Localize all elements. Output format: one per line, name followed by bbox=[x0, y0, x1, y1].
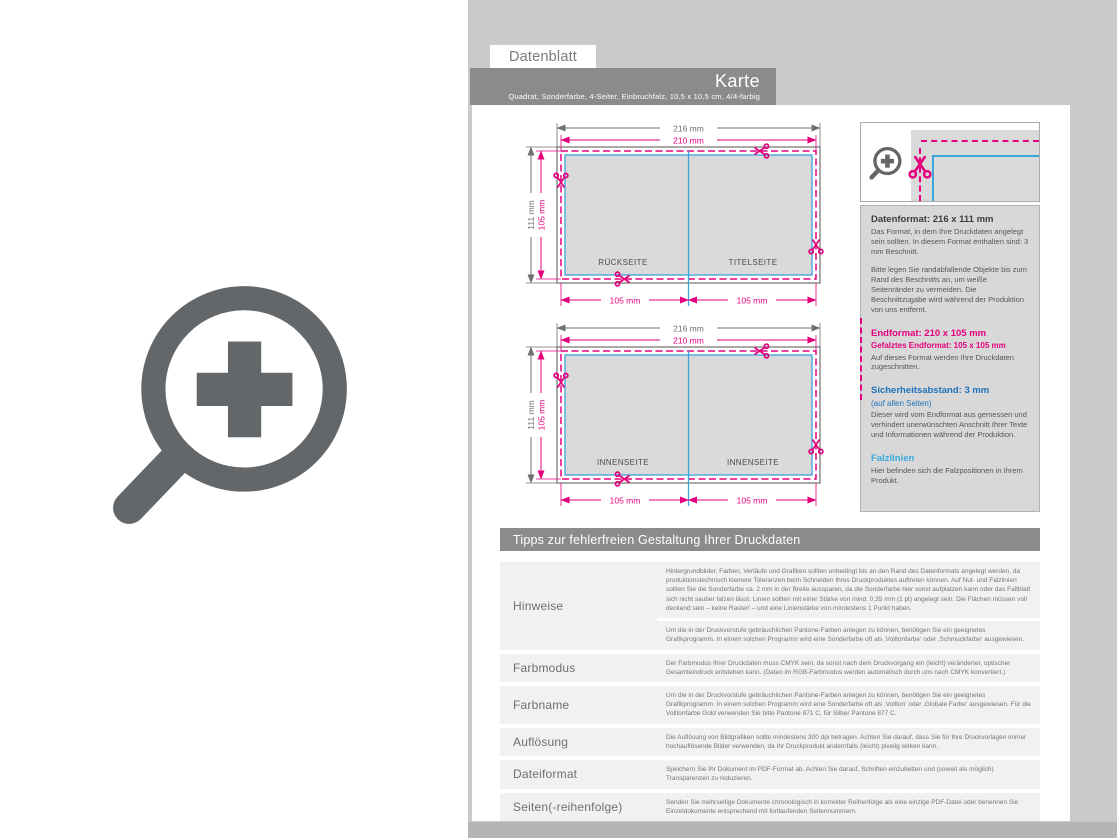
legend-panel bbox=[860, 205, 1040, 512]
dim-panel-left: 105 mm bbox=[609, 295, 641, 306]
legend-text: Hier befinden sich die Falzpositionen in Ihrem Produkt. bbox=[871, 466, 1023, 486]
safety-line bbox=[932, 155, 934, 201]
cut-detail-box bbox=[860, 122, 1040, 202]
legend-heading: Falzlinien bbox=[871, 452, 915, 464]
content-card bbox=[472, 105, 1070, 821]
legend-section-sicherheitsabstand bbox=[871, 385, 1029, 440]
panel-label-left: INNENSEITE bbox=[596, 458, 650, 467]
legend-heading: Endformat: 210 x 105 mm bbox=[871, 327, 987, 339]
legend-section-datenformat bbox=[871, 214, 1029, 315]
dim-datenformat-width: 216 mm bbox=[673, 123, 704, 134]
endformat-cut-line bbox=[921, 140, 1039, 142]
table-row-farbmodus bbox=[500, 654, 1040, 682]
legend-section-endformat bbox=[871, 328, 1029, 373]
row-text: Die Auflösung von Bildgrafiken sollte mindestens 300 dpi betragen. Achten Sie darauf, dass Sie für Ihre Druckvorlagen immer hochauflösende Bilder verwenden, da Ihr Druckprodukt andernfalls (leicht) pixelig wirken kann. bbox=[657, 728, 1040, 756]
dim-datenformat-width: 216 mm bbox=[673, 323, 704, 334]
panel-label-left: RÜCKSEITE bbox=[598, 258, 648, 267]
row-label: Farbmodus bbox=[500, 654, 657, 682]
product-subtitle: Quadrat, Sonderfarbe, 4-Seiter, Einbruchfalz, 10,5 x 10,5 cm, 4/4-farbig bbox=[508, 92, 760, 101]
dim-panel-left: 105 mm bbox=[609, 495, 641, 506]
product-title: Karte bbox=[714, 71, 760, 91]
legend-subheading: (auf allen Seiten) bbox=[871, 398, 932, 408]
legend-text: Auf dieses Format werden Ihre Druckdaten zugeschnitten. bbox=[871, 352, 1014, 372]
legend-section-falzlinien bbox=[871, 453, 1029, 486]
table-row-dateiformat bbox=[500, 760, 1040, 788]
row-text: Der Farbmodus Ihrer Druckdaten muss CMYK sein, da sonst nach dem Druckvorgang ein (leicht) veränderter, optischer Gesamteindruck entstehen kann. (Daten im RGB-Farbmodus werden automatisch durch uns nach CMYK konvertiert.) bbox=[657, 654, 1040, 682]
zoom-in-icon[interactable] bbox=[103, 272, 365, 534]
tips-table bbox=[500, 562, 1040, 825]
panel-label-right: TITELSEITE bbox=[728, 258, 778, 267]
table-row-seitenreihenfolge bbox=[500, 793, 1040, 821]
row-text: Senden Sie mehrseitige Dokumente chronologisch in korrekter Reihenfolge als eine einzige PDF-Datei oder benennen Sie Einzeldokumente entsprechend mit fortlaufenden Seitennummern. bbox=[657, 793, 1040, 821]
tips-header: Tipps zur fehlerfreien Gestaltung Ihrer Druckdaten bbox=[500, 528, 1040, 551]
legend-text: Dieser wird vom Endformat aus gemessen und verhindert unerwünschten Anschnitt Ihrer Texte und Informationen während der Produktion. bbox=[871, 410, 1028, 440]
dim-endformat-width: 210 mm bbox=[673, 135, 704, 146]
scissors-icon bbox=[908, 154, 932, 178]
datenblatt-tab: Datenblatt bbox=[490, 45, 596, 68]
datasheet-page bbox=[468, 0, 1117, 838]
row-label: Dateiformat bbox=[500, 760, 657, 788]
row-label: Auflösung bbox=[500, 728, 657, 756]
row-text: Um die in der Druckvorstufe gebräuchlichen Pantone-Farben anlegen zu können, benötigen Sie ein geeignetes Grafikprogramm. In einem solchen Programm wird eine Sonderfarbe oft als ‚Vollton‘ oder ‚Globale Farbe‘ ausgewiesen. Für die Volltonfarbe Gold verwenden Sie bitte Pantone 871 C, für Silber Pantone 877 C. bbox=[657, 686, 1040, 724]
diagram-inside bbox=[505, 318, 845, 518]
table-row-aufloesung bbox=[500, 728, 1040, 756]
dim-datenformat-height: 111 mm bbox=[526, 200, 536, 230]
dim-endformat-height: 105 mm bbox=[536, 399, 547, 431]
diagram-outside bbox=[505, 118, 845, 318]
dim-endformat-width: 210 mm bbox=[673, 335, 704, 346]
row-text: Um die in der Druckvorstufe gebräuchlichen Pantone-Farben anlegen zu können, benötigen Sie ein geeignetes Grafikprogramm. In einem solchen Programm wird eine Sonderfarbe oft als ‚Volltonfarbe‘ oder ‚Schmuckfarbe‘ ausgewiesen. bbox=[657, 621, 1040, 649]
table-row-farbname bbox=[500, 686, 1040, 724]
safety-line bbox=[932, 155, 1039, 157]
panel-label-right: INNENSEITE bbox=[726, 458, 780, 467]
table-row-hinweise bbox=[500, 562, 1040, 650]
legend-heading: Datenformat: 216 x 111 mm bbox=[871, 214, 994, 225]
dim-endformat-height: 105 mm bbox=[536, 199, 547, 231]
zoom-in-icon bbox=[868, 145, 904, 181]
dim-panel-right: 105 mm bbox=[736, 295, 768, 306]
legend-text: Bitte legen Sie randabfallende Objekte bis zum Rand des Beschnitts an, um weiße Seitenränder zu vermeiden. Die Beschnittzugabe wird während der Produktion von uns entfernt. bbox=[871, 265, 1027, 314]
dim-datenformat-height: 111 mm bbox=[526, 400, 536, 430]
row-text: Speichern Sie Ihr Dokument im PDF-Format ab. Achten Sie darauf, Schriften einzubetten und (soweit als möglich) Transparenzen zu reduzieren. bbox=[657, 760, 1040, 788]
dim-panel-right: 105 mm bbox=[736, 495, 768, 506]
row-label: Seiten(-reihenfolge) bbox=[500, 793, 657, 821]
product-header bbox=[470, 68, 776, 105]
row-label: Farbname bbox=[500, 686, 657, 724]
row-text: Hintergrundbilder, Farben, Verläufe und Grafiken sollten unbedingt bis an den Rand des Datenformats angelegt werden, da produktionstechnisch kleinere Toleranzen beim Schneiden Ihres Druckproduktes auftreten können. Auf Nut- und Falzlinien sollten Sie die Sonderfarbe ca. 2 mm in der Breite aussparen, da die Sonderfarbe hier sonst aufplatzen kann oder das Faltblatt sich nicht sauber falzen lässt. Linien sollten mit einer Stärke von mind. 0,35 mm (1 pt) angelegt sein. Die Flächen müssen voll deckend sein – keine Raster! – und eine Linienstärke von mindestens 1 Punkt haben. bbox=[657, 562, 1040, 618]
preview-pane bbox=[0, 0, 468, 838]
endformat-dash-accent bbox=[860, 318, 862, 400]
legend-subheading: Gefalztes Endformat: 105 x 105 mm bbox=[871, 340, 1006, 350]
legend-heading: Sicherheitsabstand: 3 mm bbox=[871, 385, 990, 397]
row-label: Hinweise bbox=[500, 562, 657, 650]
legend-text: Das Format, in dem Ihre Druckdaten angelegt sein sollten. In diesem Format enthalten sind: 3 mm Beschnitt. bbox=[871, 227, 1029, 257]
footer-bar bbox=[468, 822, 1117, 838]
